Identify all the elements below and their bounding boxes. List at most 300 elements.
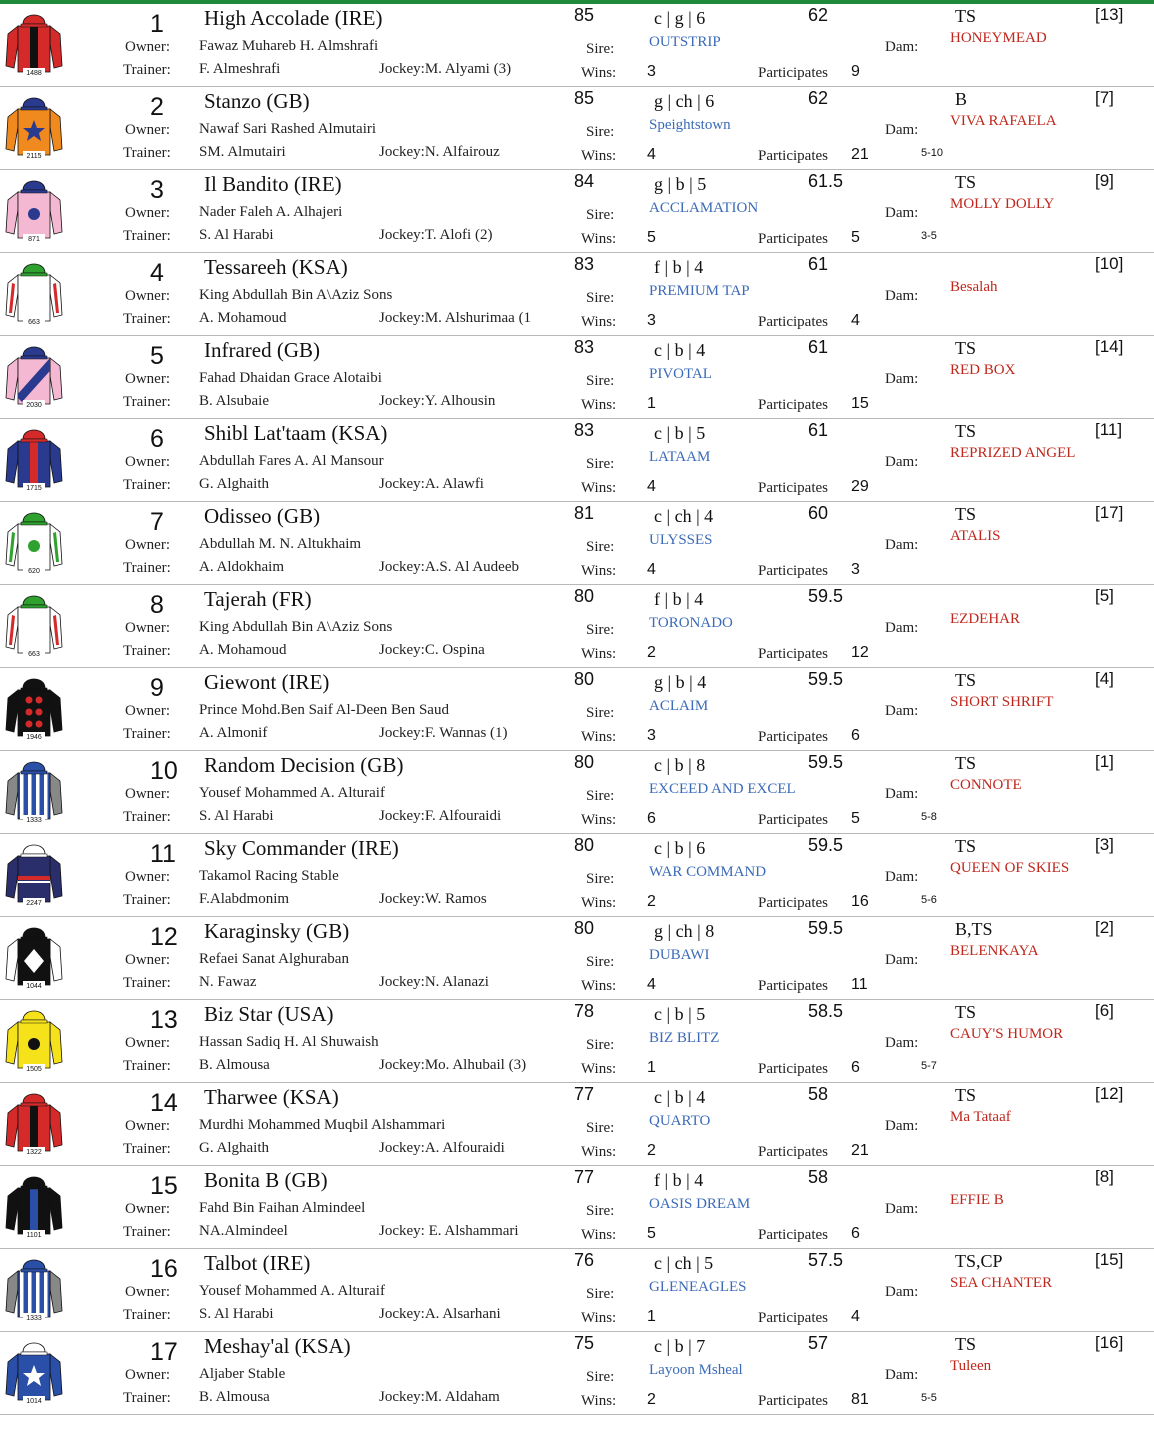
sire-name: WAR COMMAND <box>649 864 767 880</box>
owner-label: Owner: <box>125 1201 170 1217</box>
sire-label: Sire: <box>586 124 615 140</box>
horse-name[interactable]: Meshay'al (KSA) <box>204 1334 351 1358</box>
silks-id-text: 663 <box>28 651 40 658</box>
weight-value: 59.5 <box>808 752 844 772</box>
jockey-name: Jockey:W. Ramos <box>379 891 487 907</box>
dam-name: SEA CHANTER <box>950 1275 1053 1291</box>
horse-name[interactable]: High Accolade (IRE) <box>204 6 383 30</box>
participates-label: Participates <box>758 1227 828 1243</box>
silks-dot <box>26 697 33 704</box>
rating-value: 80 <box>574 669 595 689</box>
silks-stripe <box>30 26 38 72</box>
horse-description: g | b | 5 <box>654 174 707 194</box>
sire-label: Sire: <box>586 788 615 804</box>
silks-id-text: 2247 <box>26 900 42 907</box>
trainer-label: Trainer: <box>123 726 171 742</box>
trainer-label: Trainer: <box>123 1141 171 1157</box>
saddle-number: 6 <box>150 425 164 453</box>
silks-stripe <box>30 1105 38 1151</box>
dam-label: Dam: <box>885 952 919 968</box>
silks-cap-peak <box>21 190 47 193</box>
jockey-silks-icon <box>4 1166 64 1240</box>
owner-name: Refaei Sanat Alghuraban <box>199 951 349 967</box>
weight-value: 59.5 <box>808 918 844 938</box>
silks-left-sleeve <box>6 773 18 815</box>
saddle-number: 3 <box>150 176 164 204</box>
draw-number: [9] <box>1095 171 1114 190</box>
jockey-silks-icon <box>4 668 64 742</box>
dam-name: REPRIZED ANGEL <box>950 445 1076 461</box>
saddle-number: 8 <box>150 591 164 619</box>
sire-name: OASIS DREAM <box>649 1196 751 1212</box>
jockey-silks-icon <box>4 502 64 576</box>
runner-row <box>0 1332 1154 1415</box>
weight-value: 59.5 <box>808 835 844 855</box>
horse-description: f | b | 4 <box>654 589 704 609</box>
jockey-name: Jockey:M. Aldaham <box>379 1389 500 1405</box>
dam-name: CAUY'S HUMOR <box>950 1026 1064 1042</box>
jockey-silks-icon <box>4 1249 64 1323</box>
trainer-name: A. Almonif <box>199 725 268 741</box>
silks-cap <box>23 264 45 273</box>
dam-name: SHORT SHRIFT <box>950 694 1054 710</box>
trainer-label: Trainer: <box>123 1307 171 1323</box>
runner-row <box>0 1083 1154 1166</box>
horse-name[interactable]: Infrared (GB) <box>204 338 321 362</box>
owner-name: Abdullah M. N. Altukhaim <box>199 536 362 552</box>
sire-name: EXCEED AND EXCEL <box>649 781 796 797</box>
wins-value: 4 <box>647 146 656 163</box>
wins-label: Wins: <box>581 480 617 496</box>
participates-value: 81 <box>851 1391 869 1408</box>
silks-right-sleeve <box>50 1354 62 1396</box>
trainer-name: S. Al Harabi <box>199 1306 274 1322</box>
runner-row <box>0 668 1154 751</box>
horse-description: c | b | 6 <box>654 838 706 858</box>
participates-value: 12 <box>851 644 869 661</box>
horse-name[interactable]: Il Bandito (IRE) <box>204 172 342 196</box>
silks-stripe <box>30 441 38 487</box>
owner-label: Owner: <box>125 205 170 221</box>
equipment-badge: TS <box>955 753 977 773</box>
horse-description: f | b | 4 <box>654 257 704 277</box>
horse-description: c | b | 4 <box>654 340 706 360</box>
horse-name[interactable]: Giewont (IRE) <box>204 670 330 694</box>
jockey-name: Jockey:F. Alfouraidi <box>379 808 502 824</box>
horse-name[interactable]: Tharwee (KSA) <box>204 1085 339 1109</box>
rating-value: 84 <box>574 171 595 191</box>
weight-value: 60 <box>808 503 829 523</box>
participates-value: 4 <box>851 312 860 329</box>
silks-right-sleeve <box>50 109 62 151</box>
jockey-name: Jockey: E. Alshammari <box>379 1223 519 1239</box>
silks-id-text: 1488 <box>26 70 42 77</box>
horse-name[interactable]: Stanzo (GB) <box>204 89 310 113</box>
sire-label: Sire: <box>586 1120 615 1136</box>
participates-value: 6 <box>851 727 860 744</box>
horse-name[interactable]: Karaginsky (GB) <box>204 919 350 943</box>
participates-value: 16 <box>851 893 869 910</box>
equipment-badge: TS <box>955 1085 977 1105</box>
owner-name: Nader Faleh A. Alhajeri <box>199 204 343 220</box>
rating-value: 83 <box>574 254 595 274</box>
silks-cap <box>23 1260 45 1269</box>
trainer-name: G. Alghaith <box>199 476 269 492</box>
silks-cap <box>23 845 45 854</box>
weight-value: 61 <box>808 254 829 274</box>
owner-name: Yousef Mohammed A. Alturaif <box>199 785 385 801</box>
participates-value: 4 <box>851 1308 860 1325</box>
silks-body <box>18 690 50 736</box>
dam-label: Dam: <box>885 39 919 55</box>
owner-name: Fawaz Muhareb H. Almshrafi <box>199 38 379 54</box>
silks-dot <box>36 697 43 704</box>
jockey-name: Jockey:Y. Alhousin <box>379 393 496 409</box>
sire-name: LATAAM <box>649 449 711 465</box>
trainer-name: S. Al Harabi <box>199 227 274 243</box>
wins-label: Wins: <box>581 1393 617 1409</box>
silks-cap-peak <box>21 688 47 691</box>
silks-right-sleeve <box>50 856 62 898</box>
wins-value: 4 <box>647 561 656 578</box>
draw-number: [12] <box>1095 1084 1124 1103</box>
participates-value: 5 <box>851 810 860 827</box>
owner-name: King Abdullah Bin A\Aziz Sons <box>199 287 393 303</box>
silks-id-text: 1946 <box>26 734 42 741</box>
horse-name[interactable]: Random Decision (GB) <box>204 753 404 777</box>
silks-id-text: 1014 <box>26 1398 42 1405</box>
saddle-number: 4 <box>150 259 164 287</box>
silks-id-text: 1044 <box>26 983 42 990</box>
participates-label: Participates <box>758 231 828 247</box>
dam-label: Dam: <box>885 620 919 636</box>
saddle-number: 2 <box>150 93 164 121</box>
draw-number: [7] <box>1095 88 1114 107</box>
wins-value: 2 <box>647 1142 656 1159</box>
participates-value: 5 <box>851 229 860 246</box>
jockey-name: Jockey:A. Alawfi <box>379 476 484 492</box>
sire-label: Sire: <box>586 1286 615 1302</box>
participates-label: Participates <box>758 1061 828 1077</box>
silks-cap <box>23 430 45 439</box>
runner-row <box>0 4 1154 87</box>
saddle-number: 5 <box>150 342 164 370</box>
sire-label: Sire: <box>586 1203 615 1219</box>
wins-label: Wins: <box>581 231 617 247</box>
equipment-badge: TS <box>955 670 977 690</box>
sire-name: Speightstown <box>649 117 731 133</box>
trainer-name: A. Mohamoud <box>199 310 287 326</box>
saddle-number: 16 <box>150 1255 178 1283</box>
horse-name[interactable]: Tajerah (FR) <box>204 587 312 611</box>
draw-number: [15] <box>1095 1250 1124 1269</box>
silks-left-sleeve <box>6 1105 18 1147</box>
wins-value: 5 <box>647 229 656 246</box>
participates-value: 21 <box>851 146 869 163</box>
wins-label: Wins: <box>581 812 617 828</box>
owner-label: Owner: <box>125 620 170 636</box>
dam-name: RED BOX <box>950 362 1016 378</box>
saddle-number: 7 <box>150 508 164 536</box>
saddle-number: 10 <box>150 757 178 785</box>
silks-cap-peak <box>21 605 47 608</box>
wins-label: Wins: <box>581 563 617 579</box>
dam-label: Dam: <box>885 122 919 138</box>
participates-label: Participates <box>758 148 828 164</box>
horse-name[interactable]: Sky Commander (IRE) <box>204 836 399 860</box>
sire-name: ACCLAMATION <box>649 200 759 216</box>
horse-name[interactable]: Odisseo (GB) <box>204 504 321 528</box>
sire-name: PIVOTAL <box>649 366 712 382</box>
runner-row <box>0 585 1154 668</box>
trainer-label: Trainer: <box>123 975 171 991</box>
silks-dot <box>28 208 40 220</box>
runner-row <box>0 253 1154 336</box>
silks-stripe <box>44 773 48 819</box>
dam-label: Dam: <box>885 1367 919 1383</box>
silks-left-sleeve <box>6 690 18 732</box>
weight-value: 59.5 <box>808 586 844 606</box>
silks-body <box>18 607 50 653</box>
equipment-badge: TS <box>955 172 977 192</box>
record-sub: 3-5 <box>921 230 937 242</box>
owner-label: Owner: <box>125 1367 170 1383</box>
silks-right-sleeve <box>50 1022 62 1064</box>
silks-right-sleeve <box>50 192 62 234</box>
runner-row <box>0 1000 1154 1083</box>
jockey-name: Jockey:M. Alyami (3) <box>379 61 512 77</box>
dam-label: Dam: <box>885 454 919 470</box>
owner-label: Owner: <box>125 454 170 470</box>
participates-label: Participates <box>758 314 828 330</box>
silks-cap-peak <box>21 854 47 857</box>
participates-label: Participates <box>758 895 828 911</box>
jockey-name: Jockey:M. Alshurimaa (1 <box>379 310 532 326</box>
trainer-name: F.Alabdmonim <box>199 891 290 907</box>
horse-description: c | ch | 5 <box>654 1253 714 1273</box>
silks-hoop <box>18 876 50 880</box>
dam-label: Dam: <box>885 288 919 304</box>
silks-cap-peak <box>21 107 47 110</box>
silks-right-sleeve <box>50 358 62 400</box>
equipment-badge: TS <box>955 504 977 524</box>
weight-value: 61.5 <box>808 171 844 191</box>
saddle-number: 11 <box>150 840 176 868</box>
dam-name: Ma Tataaf <box>950 1109 1011 1125</box>
draw-number: [5] <box>1095 586 1114 605</box>
silks-right-sleeve <box>50 1271 62 1313</box>
sire-name: BIZ BLITZ <box>649 1030 720 1046</box>
wins-value: 3 <box>647 727 656 744</box>
horse-name[interactable]: Tessareeh (KSA) <box>204 255 348 279</box>
rating-value: 80 <box>574 586 595 606</box>
participates-label: Participates <box>758 397 828 413</box>
trainer-label: Trainer: <box>123 809 171 825</box>
sire-label: Sire: <box>586 290 615 306</box>
runner-row <box>0 1166 1154 1249</box>
dam-label: Dam: <box>885 1284 919 1300</box>
record-sub: 5-5 <box>921 1392 937 1404</box>
silks-dot <box>28 540 40 552</box>
rating-value: 83 <box>574 337 595 357</box>
silks-stripe <box>44 1271 48 1317</box>
owner-label: Owner: <box>125 786 170 802</box>
silks-id-text: 620 <box>28 568 40 575</box>
jockey-silks-icon <box>4 917 64 991</box>
silks-cap <box>23 928 45 937</box>
silks-stripe <box>28 773 32 819</box>
trainer-label: Trainer: <box>123 560 171 576</box>
saddle-number: 14 <box>150 1089 178 1117</box>
jockey-name: Jockey:C. Ospina <box>379 642 485 658</box>
dam-label: Dam: <box>885 1118 919 1134</box>
dam-name: EZDEHAR <box>950 611 1020 627</box>
silks-right-sleeve <box>50 690 62 732</box>
silks-right-sleeve <box>50 1188 62 1230</box>
runner-row <box>0 1249 1154 1332</box>
dam-name: QUEEN OF SKIES <box>950 860 1070 876</box>
silks-stripe <box>28 1271 32 1317</box>
trainer-name: A. Mohamoud <box>199 642 287 658</box>
rating-value: 78 <box>574 1001 595 1021</box>
silks-dot <box>36 709 43 716</box>
owner-label: Owner: <box>125 371 170 387</box>
owner-name: King Abdullah Bin A\Aziz Sons <box>199 619 393 635</box>
draw-number: [6] <box>1095 1001 1114 1020</box>
trainer-name: S. Al Harabi <box>199 808 274 824</box>
horse-description: c | b | 5 <box>654 423 706 443</box>
participates-label: Participates <box>758 978 828 994</box>
saddle-number: 12 <box>150 923 178 951</box>
runner-row <box>0 87 1154 170</box>
jockey-name: Jockey:T. Alofi (2) <box>379 227 493 243</box>
rating-value: 80 <box>574 918 595 938</box>
silks-left-sleeve <box>6 939 18 981</box>
sire-label: Sire: <box>586 207 615 223</box>
equipment-badge: TS <box>955 1334 977 1354</box>
jockey-silks-icon <box>4 1332 64 1406</box>
dam-name: Besalah <box>950 279 998 295</box>
sire-name: OUTSTRIP <box>649 34 721 50</box>
jockey-name: Jockey:A. Alsarhani <box>379 1306 501 1322</box>
owner-label: Owner: <box>125 39 170 55</box>
silks-cap <box>23 1094 45 1103</box>
wins-label: Wins: <box>581 314 617 330</box>
horse-description: c | b | 7 <box>654 1336 706 1356</box>
wins-value: 4 <box>647 478 656 495</box>
weight-value: 62 <box>808 88 829 108</box>
wins-value: 4 <box>647 976 656 993</box>
silks-stripe <box>36 1271 40 1317</box>
silks-id-text: 663 <box>28 319 40 326</box>
sire-label: Sire: <box>586 705 615 721</box>
owner-label: Owner: <box>125 1118 170 1134</box>
dam-label: Dam: <box>885 1201 919 1217</box>
sire-name: ULYSSES <box>649 532 713 548</box>
wins-label: Wins: <box>581 1227 617 1243</box>
trainer-name: B. Alsubaie <box>199 393 269 409</box>
dam-label: Dam: <box>885 205 919 221</box>
participates-label: Participates <box>758 1310 828 1326</box>
silks-cap <box>23 1343 45 1352</box>
dam-name: Tuleen <box>950 1358 992 1374</box>
silks-cap <box>23 596 45 605</box>
dam-name: CONNOTE <box>950 777 1022 793</box>
silks-stripe <box>36 773 40 819</box>
silks-id-text: 871 <box>28 236 40 243</box>
owner-label: Owner: <box>125 288 170 304</box>
silks-right-sleeve <box>50 26 62 68</box>
sire-name: PREMIUM TAP <box>649 283 750 299</box>
owner-name: Murdhi Mohammed Muqbil Alshammari <box>199 1117 446 1133</box>
record-sub: 5-10 <box>921 147 944 159</box>
wins-value: 1 <box>647 395 656 412</box>
trainer-name: A. Aldokhaim <box>199 559 284 575</box>
saddle-number: 9 <box>150 674 164 702</box>
sire-label: Sire: <box>586 1037 615 1053</box>
wins-value: 2 <box>647 1391 656 1408</box>
trainer-name: SM. Almutairi <box>199 144 286 160</box>
dam-name: EFFIE B <box>950 1192 1004 1208</box>
participates-label: Participates <box>758 646 828 662</box>
silks-id-text: 1333 <box>26 817 42 824</box>
trainer-label: Trainer: <box>123 1224 171 1240</box>
sire-label: Sire: <box>586 871 615 887</box>
silks-cap <box>23 513 45 522</box>
sire-label: Sire: <box>586 622 615 638</box>
trainer-label: Trainer: <box>123 1390 171 1406</box>
silks-cap-peak <box>21 273 47 276</box>
silks-cap-peak <box>21 771 47 774</box>
silks-dot <box>36 721 43 728</box>
silks-id-text: 1322 <box>26 1149 42 1156</box>
sire-label: Sire: <box>586 456 615 472</box>
silks-cap-peak <box>21 1352 47 1355</box>
silks-dot <box>26 721 33 728</box>
weight-value: 58 <box>808 1084 829 1104</box>
trainer-name: B. Almousa <box>199 1389 270 1405</box>
trainer-label: Trainer: <box>123 892 171 908</box>
wins-value: 3 <box>647 63 656 80</box>
participates-value: 15 <box>851 395 869 412</box>
jockey-silks-icon <box>4 585 64 659</box>
silks-id-text: 1715 <box>26 485 42 492</box>
trainer-name: N. Fawaz <box>199 974 257 990</box>
horse-name[interactable]: Bonita B (GB) <box>204 1168 328 1192</box>
silks-hoop <box>18 881 50 883</box>
jockey-silks-icon <box>4 253 64 327</box>
owner-name: Prince Mohd.Ben Saif Al-Deen Ben Saud <box>199 702 449 718</box>
weight-value: 62 <box>808 5 829 25</box>
silks-left-sleeve <box>6 856 18 898</box>
wins-label: Wins: <box>581 646 617 662</box>
horse-name[interactable]: Biz Star (USA) <box>204 1002 334 1026</box>
rating-value: 85 <box>574 5 595 25</box>
horse-name[interactable]: Shibl Lat'taam (KSA) <box>204 421 388 445</box>
owner-name: Yousef Mohammed A. Alturaif <box>199 1283 385 1299</box>
horse-description: c | b | 4 <box>654 1087 706 1107</box>
wins-value: 1 <box>647 1308 656 1325</box>
rating-value: 77 <box>574 1167 595 1187</box>
silks-cap <box>23 1011 45 1020</box>
horse-name[interactable]: Talbot (IRE) <box>204 1251 311 1275</box>
wins-value: 2 <box>647 893 656 910</box>
draw-number: [16] <box>1095 1333 1124 1352</box>
wins-value: 5 <box>647 1225 656 1242</box>
weight-value: 57.5 <box>808 1250 844 1270</box>
sire-name: GLENEAGLES <box>649 1279 747 1295</box>
jockey-silks-icon <box>4 336 64 410</box>
